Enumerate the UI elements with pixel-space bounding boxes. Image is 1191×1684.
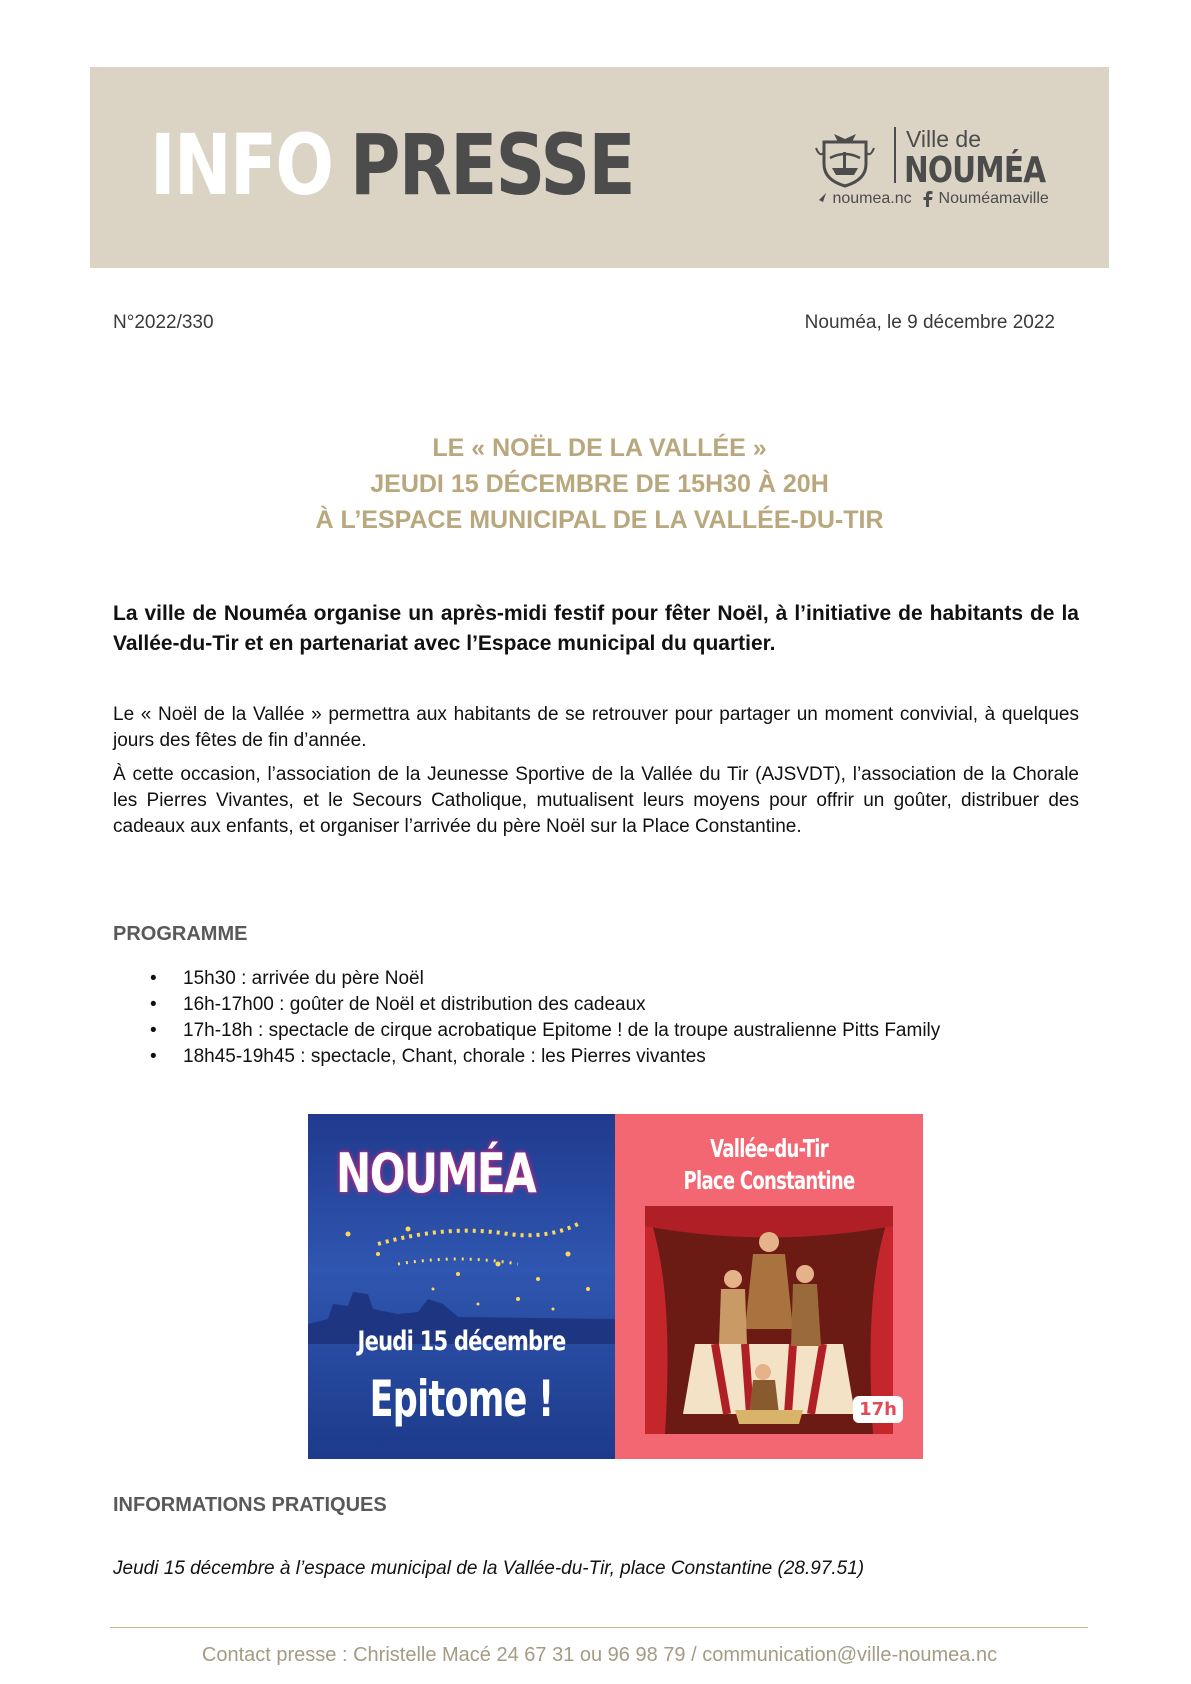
poster-place-line-1: Vallée-du-Tir: [710, 1134, 828, 1163]
programme-item-text: 17h-18h : spectacle de cirque acrobatique Epitome ! de la troupe australienne Pitts Family: [183, 1020, 941, 1041]
programme-item-text: 18h45-19h45 : spectacle, Chant, chorale : les Pierres vivantes: [183, 1046, 706, 1067]
lead-paragraph: La ville de Nouméa organise un après-midi festif pour fêter Noël, à l’initiative de habitants de la Vallée-du-Tir et en partenariat avec l’Espace municipal du quartier.: [113, 602, 1079, 655]
logo-links: [812, 190, 1049, 208]
bullet-icon: •: [150, 1020, 157, 1041]
website-link[interactable]: noumea.nc: [832, 190, 912, 207]
poster-time-badge: 17h: [853, 1396, 903, 1423]
bullet-icon: •: [150, 968, 157, 989]
city-crest-icon: [814, 128, 876, 190]
logo-divider: [894, 127, 896, 183]
title-line-2: JEUDI 15 DÉCEMBRE DE 15H30 À 20H: [370, 470, 829, 498]
list-item: [113, 1018, 940, 1044]
list-item: [113, 966, 940, 992]
list-item: [113, 992, 940, 1018]
title-line-1: LE « NOËL DE LA VALLÉE »: [432, 434, 767, 462]
list-item: [113, 1044, 940, 1070]
brand-presse-text: PRESSE: [350, 116, 634, 214]
title-line-3: À L’ESPACE MUNICIPAL DE LA VALLÉE-DU-TIR: [315, 506, 884, 534]
document-number: N°2022/330: [113, 312, 214, 333]
poster-brand: NOUMÉA: [336, 1142, 536, 1205]
poster-right-panel: [615, 1114, 923, 1459]
document-date: Nouméa, le 9 décembre 2022: [804, 312, 1055, 333]
body-paragraph-2: À cette occasion, l’association de la Jeunesse Sportive de la Vallée du Tir (AJSVDT), l’association de la Chorale les Pierres Vivantes, et le Secours Catholique, mutualisent leurs moyens pour offrir un goûter, distribuer des cadeaux aux enfants, et organiser l’arrivée du père Noël sur la Place Constantine.: [113, 764, 1079, 837]
body-paragraph-1: Le « Noël de la Vallée » permettra aux habitants de se retrouver pour partager un moment convivial, à quelques jours des fêtes de fin d’année.: [113, 704, 1079, 751]
poster-date: Jeudi 15 décembre: [357, 1326, 566, 1357]
logo-noumea-text: NOUMÉA: [904, 150, 1046, 191]
poster-left-panel: [308, 1114, 615, 1459]
poster-show-title: Epitome !: [369, 1370, 554, 1428]
programme-list: [113, 966, 940, 1070]
programme-item-text: 15h30 : arrivée du père Noël: [183, 968, 424, 989]
practical-info-heading: INFORMATIONS PRATIQUES: [113, 1494, 387, 1516]
footer-contact: Contact presse : Christelle Macé 24 67 31 ou 96 98 79 / communication@ville-noumea.nc: [201, 1644, 998, 1666]
poster-place-line-2: Place Constantine: [683, 1166, 855, 1195]
practical-info-text: Jeudi 15 décembre à l’espace municipal de la Vallée-du-Tir, place Constantine (28.97.51): [113, 1558, 865, 1579]
facebook-icon: [922, 191, 934, 207]
footer-divider: [110, 1627, 1088, 1628]
logo-ville-text: Ville de: [906, 126, 982, 152]
bullet-icon: •: [150, 994, 157, 1015]
programme-heading: PROGRAMME: [113, 923, 248, 945]
arrow-cursor-icon: [812, 191, 828, 207]
bullet-icon: •: [150, 1046, 157, 1067]
facebook-link[interactable]: Nouméamaville: [938, 190, 1049, 207]
press-release-title: [90, 430, 1109, 538]
brand-info-text: INFO: [150, 116, 333, 214]
event-poster: [308, 1114, 923, 1459]
programme-item-text: 16h-17h00 : goûter de Noël et distribution des cadeaux: [183, 994, 646, 1015]
